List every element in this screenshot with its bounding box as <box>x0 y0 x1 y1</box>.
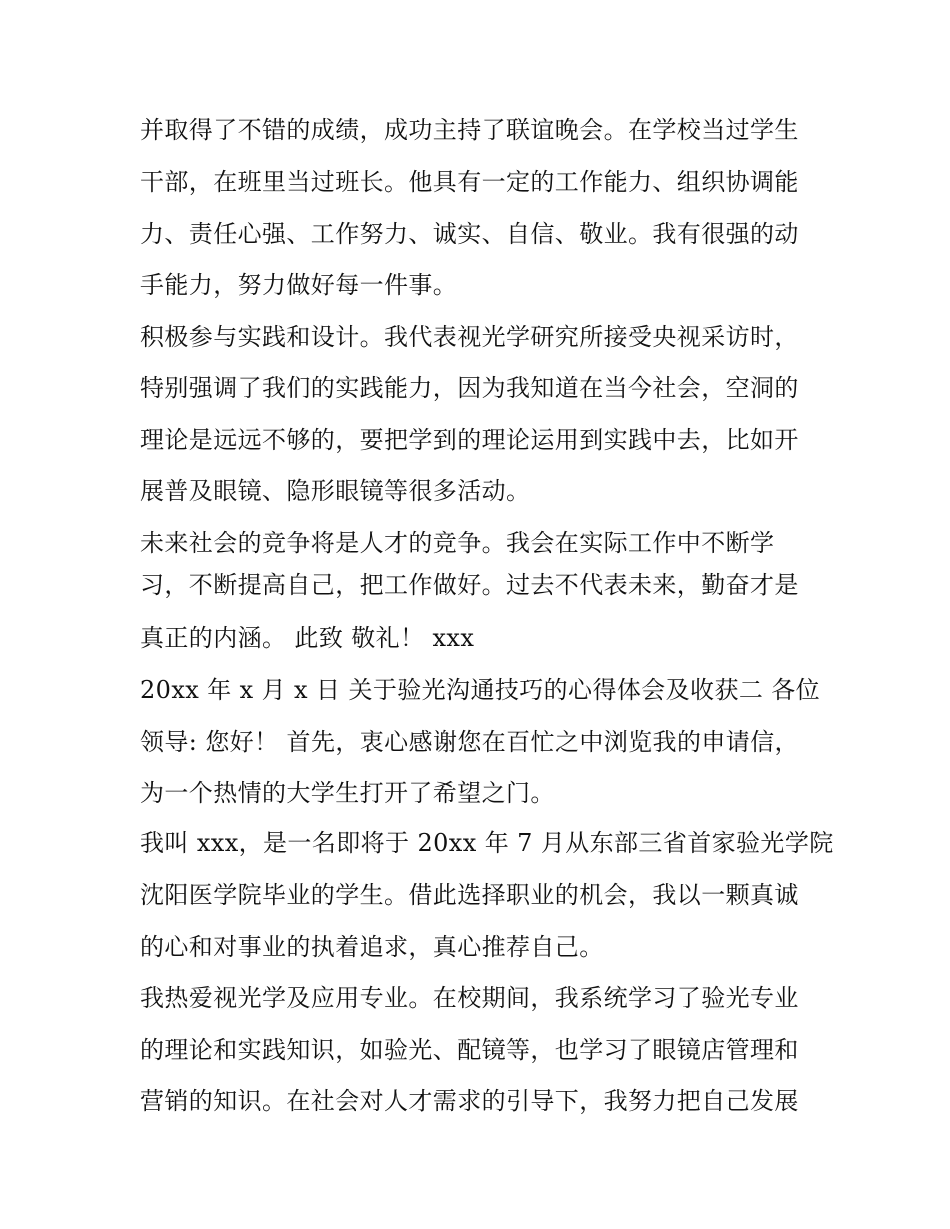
text-line: 并取得了不错的成绩，成功主持了联谊晚会。在学校当过学生 <box>140 116 799 144</box>
text-line: 力、责任心强、工作努力、诚实、自信、敬业。我有很强的动 <box>140 220 799 248</box>
text-line: 我叫 xxx，是一名即将于 20xx 年 7 月从东部三省首家验光学院 <box>140 829 834 857</box>
text-line: 为一个热情的大学生打开了希望之门。 <box>140 779 555 807</box>
text-line: 营销的知识。在社会对人才需求的引导下，我努力把自己发展 <box>140 1087 799 1115</box>
text-line: 领导: 您好！ 首先，衷心感谢您在百忙之中浏览我的申请信， <box>140 728 799 756</box>
text-line: 理论是远远不够的，要把学到的理论运用到实践中去，比如开 <box>140 426 799 454</box>
text-line: 展普及眼镜、隐形眼镜等很多活动。 <box>140 477 531 505</box>
text-line: 的心和对事业的执着追求，真心推荐自己。 <box>140 933 604 961</box>
text-line: 手能力，努力做好每一件事。 <box>140 271 458 299</box>
text-line: 干部，在班里当过班长。他具有一定的工作能力、组织协调能 <box>140 168 799 196</box>
text-line: 的理论和实践知识，如验光、配镜等，也学习了眼镜店管理和 <box>140 1036 799 1064</box>
text-line: 未来社会的竞争将是人才的竞争。我会在实际工作中不断学 <box>140 529 775 557</box>
text-line: 特别强调了我们的实践能力，因为我知道在当今社会，空洞的 <box>140 374 799 402</box>
text-line: 20xx 年 x 月 x 日 关于验光沟通技巧的心得体会及收获二 各位 <box>140 676 821 704</box>
text-line: 真正的内涵。 此致 敬礼！ xxx <box>140 624 475 652</box>
text-line: 沈阳医学院毕业的学生。借此选择职业的机会，我以一颗真诚 <box>140 881 799 909</box>
text-line: 习，不断提高自己，把工作做好。过去不代表未来，勤奋才是 <box>140 571 799 599</box>
text-line: 我热爱视光学及应用专业。在校期间，我系统学习了验光专业 <box>140 984 799 1012</box>
text-line: 积极参与实践和设计。我代表视光学研究所接受央视采访时， <box>140 323 799 351</box>
